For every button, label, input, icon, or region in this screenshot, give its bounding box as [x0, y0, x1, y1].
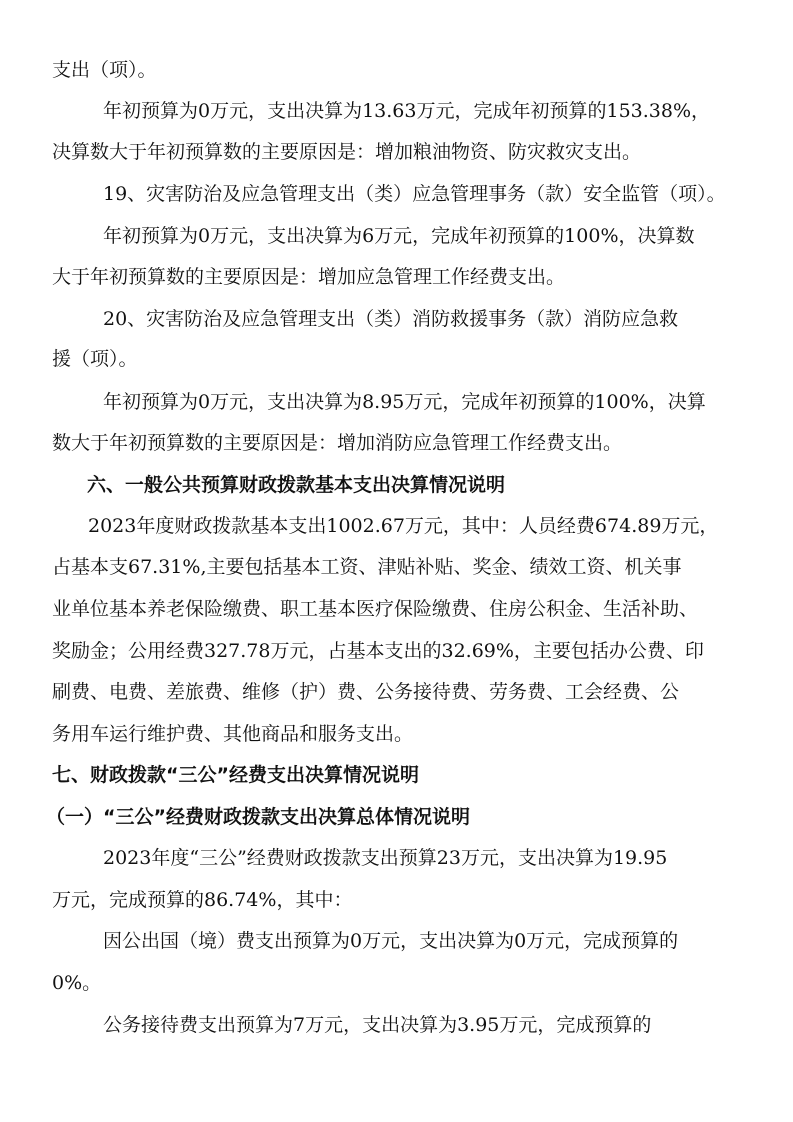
- text-line: 年初预算为0万元，支出决算为6万元，完成年初预算的100%，决算数: [103, 225, 695, 247]
- section-heading: 七、财政拨款“三公”经费支出决算情况说明: [52, 764, 419, 786]
- text-line: 年初预算为0万元，支出决算为8.95万元，完成年初预算的100%，决算: [103, 391, 706, 413]
- text-line: 2023年度“三公”经费财政拨款支出预算23万元，支出决算为19.95: [103, 847, 668, 869]
- text-line: 0%。: [52, 972, 102, 994]
- text-line: 数大于年初预算数的主要原因是：增加消防应急管理工作经费支出。: [52, 432, 623, 454]
- text-line: 奖励金；公用经费327.78万元，占基本支出的32.69%，主要包括办公费、印: [52, 640, 704, 662]
- text-line: 因公出国（境）费支出预算为0万元，支出决算为0万元，完成预算的: [103, 930, 679, 952]
- subsection-heading: （一）“三公”经费财政拨款支出决算总体情况说明: [46, 806, 470, 828]
- text-line: 年初预算为0万元，支出决算为13.63万元，完成年初预算的153.38%，: [103, 100, 711, 122]
- text-line: 务用车运行维护费、其他商品和服务支出。: [52, 723, 414, 745]
- text-line: 大于年初预算数的主要原因是：增加应急管理工作经费支出。: [52, 266, 566, 288]
- text-line: 业单位基本养老保险缴费、职工基本医疗保险缴费、住房公积金、生活补助、: [52, 598, 699, 620]
- text-line: 援（项）。: [52, 348, 138, 370]
- text-line: 2023年度财政拨款基本支出1002.67万元，其中：人员经费674.89万元，: [88, 515, 719, 537]
- text-line: 19、灾害防治及应急管理支出（类）应急管理事务（款）安全监管（项）。: [103, 183, 726, 205]
- section-heading: 六、一般公共预算财政拨款基本支出决算情况说明: [87, 474, 506, 496]
- text-line: 20、灾害防治及应急管理支出（类）消防救援事务（款）消防应急救: [103, 308, 679, 330]
- text-line: 决算数大于年初预算数的主要原因是：增加粮油物资、防灾救灾支出。: [52, 141, 642, 163]
- text-line: 支出（项）。: [52, 59, 157, 81]
- text-line: 万元，完成预算的86.74%，其中：: [52, 889, 353, 911]
- text-line: 公务接待费支出预算为7万元，支出决算为3.95万元，完成预算的: [103, 1014, 652, 1036]
- text-line: 占基本支67.31%,主要包括基本工资、津贴补贴、奖金、绩效工资、机关事: [52, 556, 682, 578]
- text-line: 刷费、电费、差旅费、维修（护）费、公务接待费、劳务费、工会经费、公: [52, 681, 680, 703]
